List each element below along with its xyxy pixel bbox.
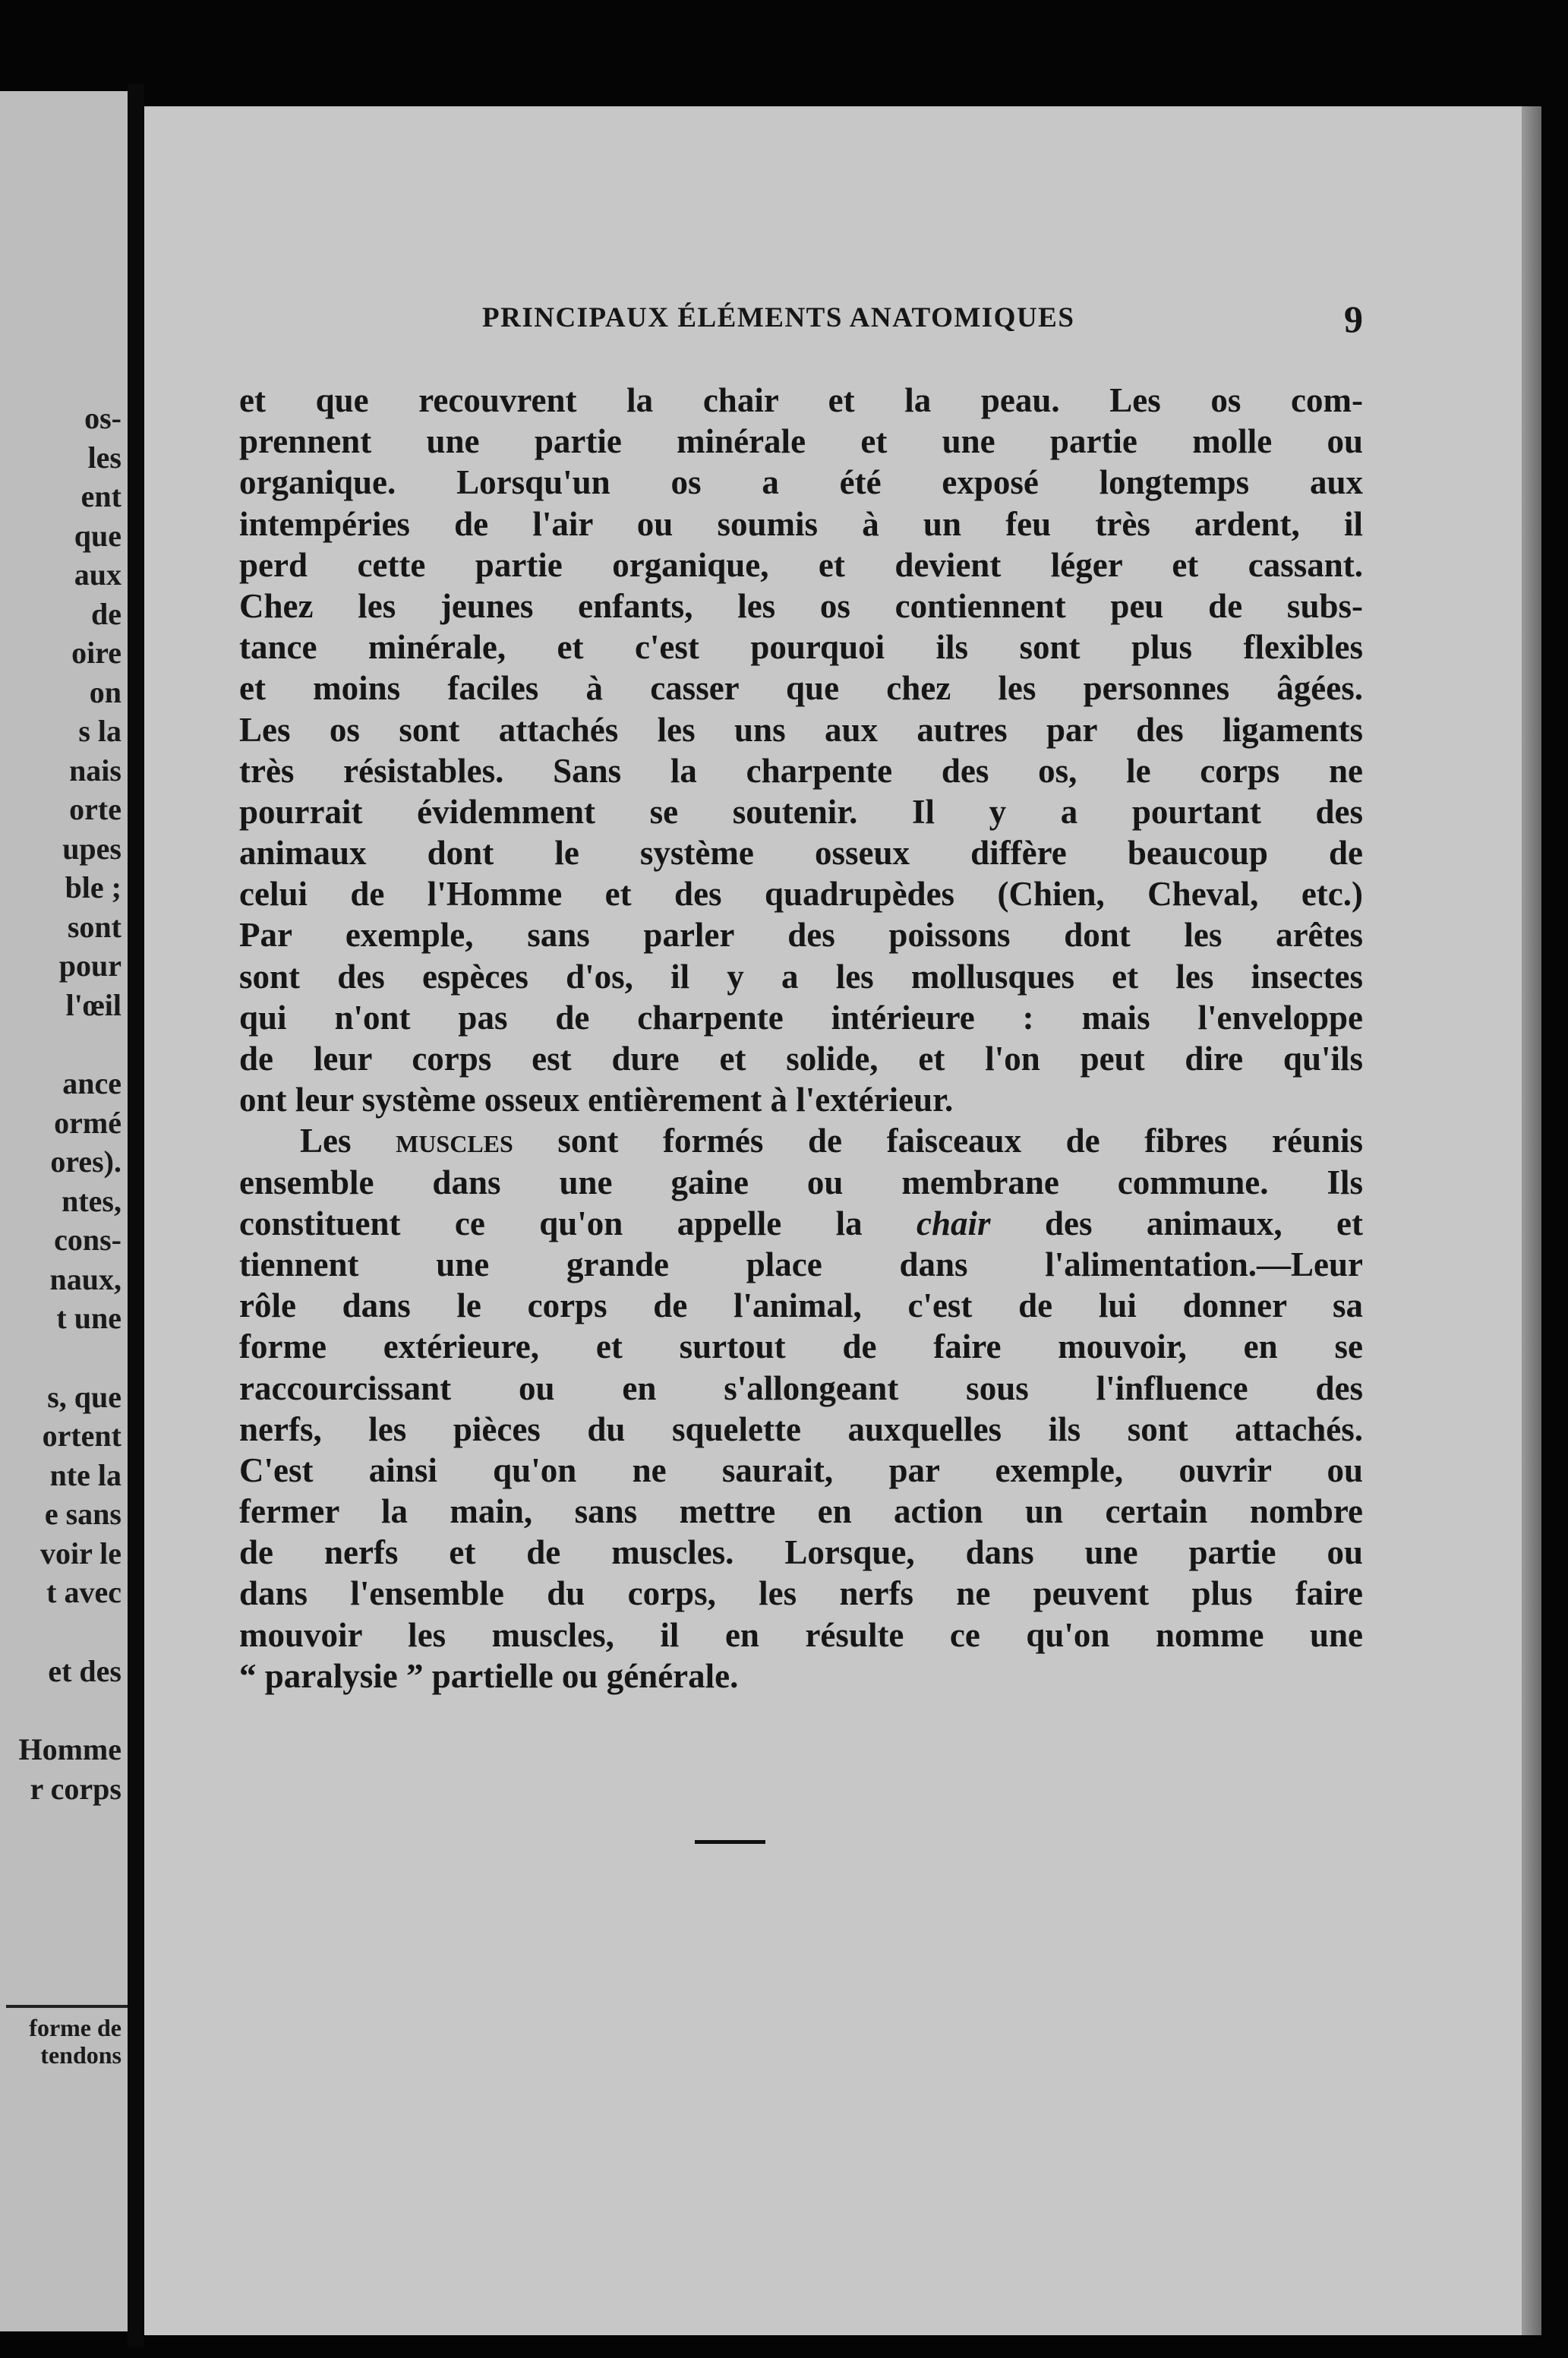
previous-page-footnote: [29, 2014, 121, 2069]
previous-page-text: [0, 399, 121, 1808]
previous-page-line: t une: [56, 1301, 121, 1335]
text-line: forme extérieure, et surtout de faire mouvoir, en se: [239, 1327, 1363, 1366]
previous-page-line: aux: [74, 557, 121, 592]
page-edge: [1522, 106, 1541, 2335]
previous-page-line: sont: [67, 909, 121, 944]
page-number: 9: [1344, 298, 1363, 340]
previous-page-line: ance: [62, 1066, 121, 1100]
previous-page-line: ortent: [42, 1419, 121, 1453]
text-line: ont leur système osseux entièrement à l'extérieur.: [239, 1081, 954, 1119]
text-line: intempéries de l'air ou soumis à un feu très ardent, il: [239, 504, 1363, 543]
text-line: tance minérale, et c'est pourquoi ils sont plus flexibles: [239, 628, 1363, 667]
term-chair: chair: [917, 1204, 991, 1242]
term-muscles: muscles: [396, 1122, 513, 1160]
previous-page-line: les: [87, 440, 121, 475]
text-line: C'est ainsi qu'on ne saurait, par exemple, ouvrir ou: [239, 1450, 1363, 1489]
previous-page-line: on: [89, 674, 121, 709]
previous-page-line: [0, 1612, 121, 1652]
previous-page-line: voir le: [39, 1536, 121, 1570]
text-line: mouvoir les muscles, il en résulte ce qu'on nomme une: [239, 1615, 1363, 1654]
previous-page-line: [0, 1338, 121, 1378]
footnote-line: tendons: [40, 2041, 121, 2069]
previous-page-line: t avec: [46, 1575, 121, 1609]
previous-page-line: nais: [69, 753, 121, 788]
previous-page-line: que: [74, 518, 121, 553]
paragraph-muscles-rest: [239, 1244, 1363, 1697]
paragraph-muscles: [239, 1120, 1363, 1697]
previous-page-line: nte la: [49, 1457, 121, 1492]
previous-page-line: ble ;: [65, 870, 121, 904]
text-line: dans l'ensemble du corps, les nerfs ne peuvent plus faire: [239, 1574, 1363, 1613]
text-line: organique. Lorsqu'un os a été exposé longtemps aux: [239, 463, 1363, 502]
paragraph-bones: [239, 380, 1363, 1120]
section-end-rule: [695, 1840, 765, 1844]
previous-page-line: upes: [62, 831, 121, 866]
previous-page-line: os-: [84, 401, 121, 435]
text-line: Les os sont attachés les uns aux autres par des ligaments: [239, 710, 1363, 749]
previous-page-line: cons-: [54, 1223, 121, 1257]
body-text: [239, 380, 1363, 1697]
text-line: de nerfs et de muscles. Lorsque, dans une partie ou: [239, 1533, 1363, 1572]
text-line: Chez les jeunes enfants, les os contiennent peu de subs-: [239, 586, 1363, 625]
previous-page-line: ntes,: [62, 1183, 121, 1218]
previous-page-line: [0, 1024, 121, 1064]
text-line: ensemble dans une gaine ou membrane commune. Ils: [239, 1163, 1363, 1201]
previous-page-line: s la: [78, 714, 121, 748]
text-line: et moins faciles à casser que chez les personnes âgées.: [239, 669, 1363, 708]
text-line: [239, 1203, 1363, 1244]
previous-page-line: [0, 1690, 121, 1730]
previous-page-line: ormé: [54, 1105, 121, 1140]
footnote-rule: [6, 2005, 128, 2008]
previous-page-line: r corps: [30, 1771, 121, 1806]
text-run: Les: [300, 1122, 396, 1160]
book-page: [144, 106, 1541, 2335]
text-line: rôle dans le corps de l'animal, c'est de lui donner sa: [239, 1286, 1363, 1325]
text-line: [239, 1120, 1363, 1161]
previous-page-line: orte: [69, 792, 121, 826]
text-line: pourrait évidemment se soutenir. Il y a pourtant des: [239, 792, 1363, 831]
text-run: des animaux, et: [990, 1204, 1363, 1242]
previous-page-line: naux,: [49, 1261, 121, 1296]
text-line: de leur corps est dure et solide, et l'on peut dire qu'ils: [239, 1040, 1363, 1078]
previous-page-line: oire: [71, 636, 121, 670]
text-line: animaux dont le système osseux diffère beaucoup de: [239, 834, 1363, 873]
previous-page-line: s, que: [47, 1379, 121, 1414]
text-line: sont des espèces d'os, il y a les mollusques et les insectes: [239, 957, 1363, 996]
text-line: prennent une partie minérale et une partie molle ou: [239, 422, 1363, 461]
text-run: constituent ce qu'on appelle la: [239, 1204, 917, 1242]
text-run: sont formés de faisceaux de fibres réunis: [513, 1122, 1363, 1160]
previous-page-fragment: [0, 91, 128, 2331]
running-head: [254, 298, 1378, 347]
text-line: tiennent une grande place dans l'alimentation.—Leur: [239, 1245, 1363, 1283]
text-line: “ paralysie ” partielle ou générale.: [239, 1656, 739, 1695]
text-line: et que recouvrent la chair et la peau. Les os com-: [239, 381, 1363, 419]
text-line: perd cette partie organique, et devient léger et cassant.: [239, 545, 1363, 584]
previous-page-line: ent: [80, 479, 121, 513]
previous-page-line: l'œil: [65, 987, 121, 1022]
text-line: qui n'ont pas de charpente intérieure : mais l'enveloppe: [239, 998, 1363, 1037]
text-line: raccourcissant ou en s'allongeant sous l'influence des: [239, 1368, 1363, 1407]
previous-page-line: et des: [48, 1653, 121, 1688]
binding-gutter: [128, 84, 144, 2347]
text-line: nerfs, les pièces du squelette auxquelles ils sont attachés.: [239, 1409, 1363, 1448]
previous-page-line: pour: [58, 949, 121, 983]
text-line: Par exemple, sans parler des poissons dont les arêtes: [239, 916, 1363, 955]
previous-page-line: e sans: [44, 1497, 121, 1531]
previous-page-line: Homme: [18, 1732, 121, 1766]
previous-page-line: de: [91, 596, 121, 631]
text-line: celui de l'Homme et des quadrupèdes (Chien, Cheval, etc.): [239, 875, 1363, 914]
previous-page-line: ores).: [50, 1144, 121, 1179]
running-title: PRINCIPAUX ÉLÉMENTS ANATOMIQUES: [482, 302, 1075, 333]
text-line: très résistables. Sans la charpente des os, le corps ne: [239, 751, 1363, 790]
footnote-line: forme de: [29, 2014, 121, 2041]
text-line: fermer la main, sans mettre en action un certain nombre: [239, 1492, 1363, 1531]
